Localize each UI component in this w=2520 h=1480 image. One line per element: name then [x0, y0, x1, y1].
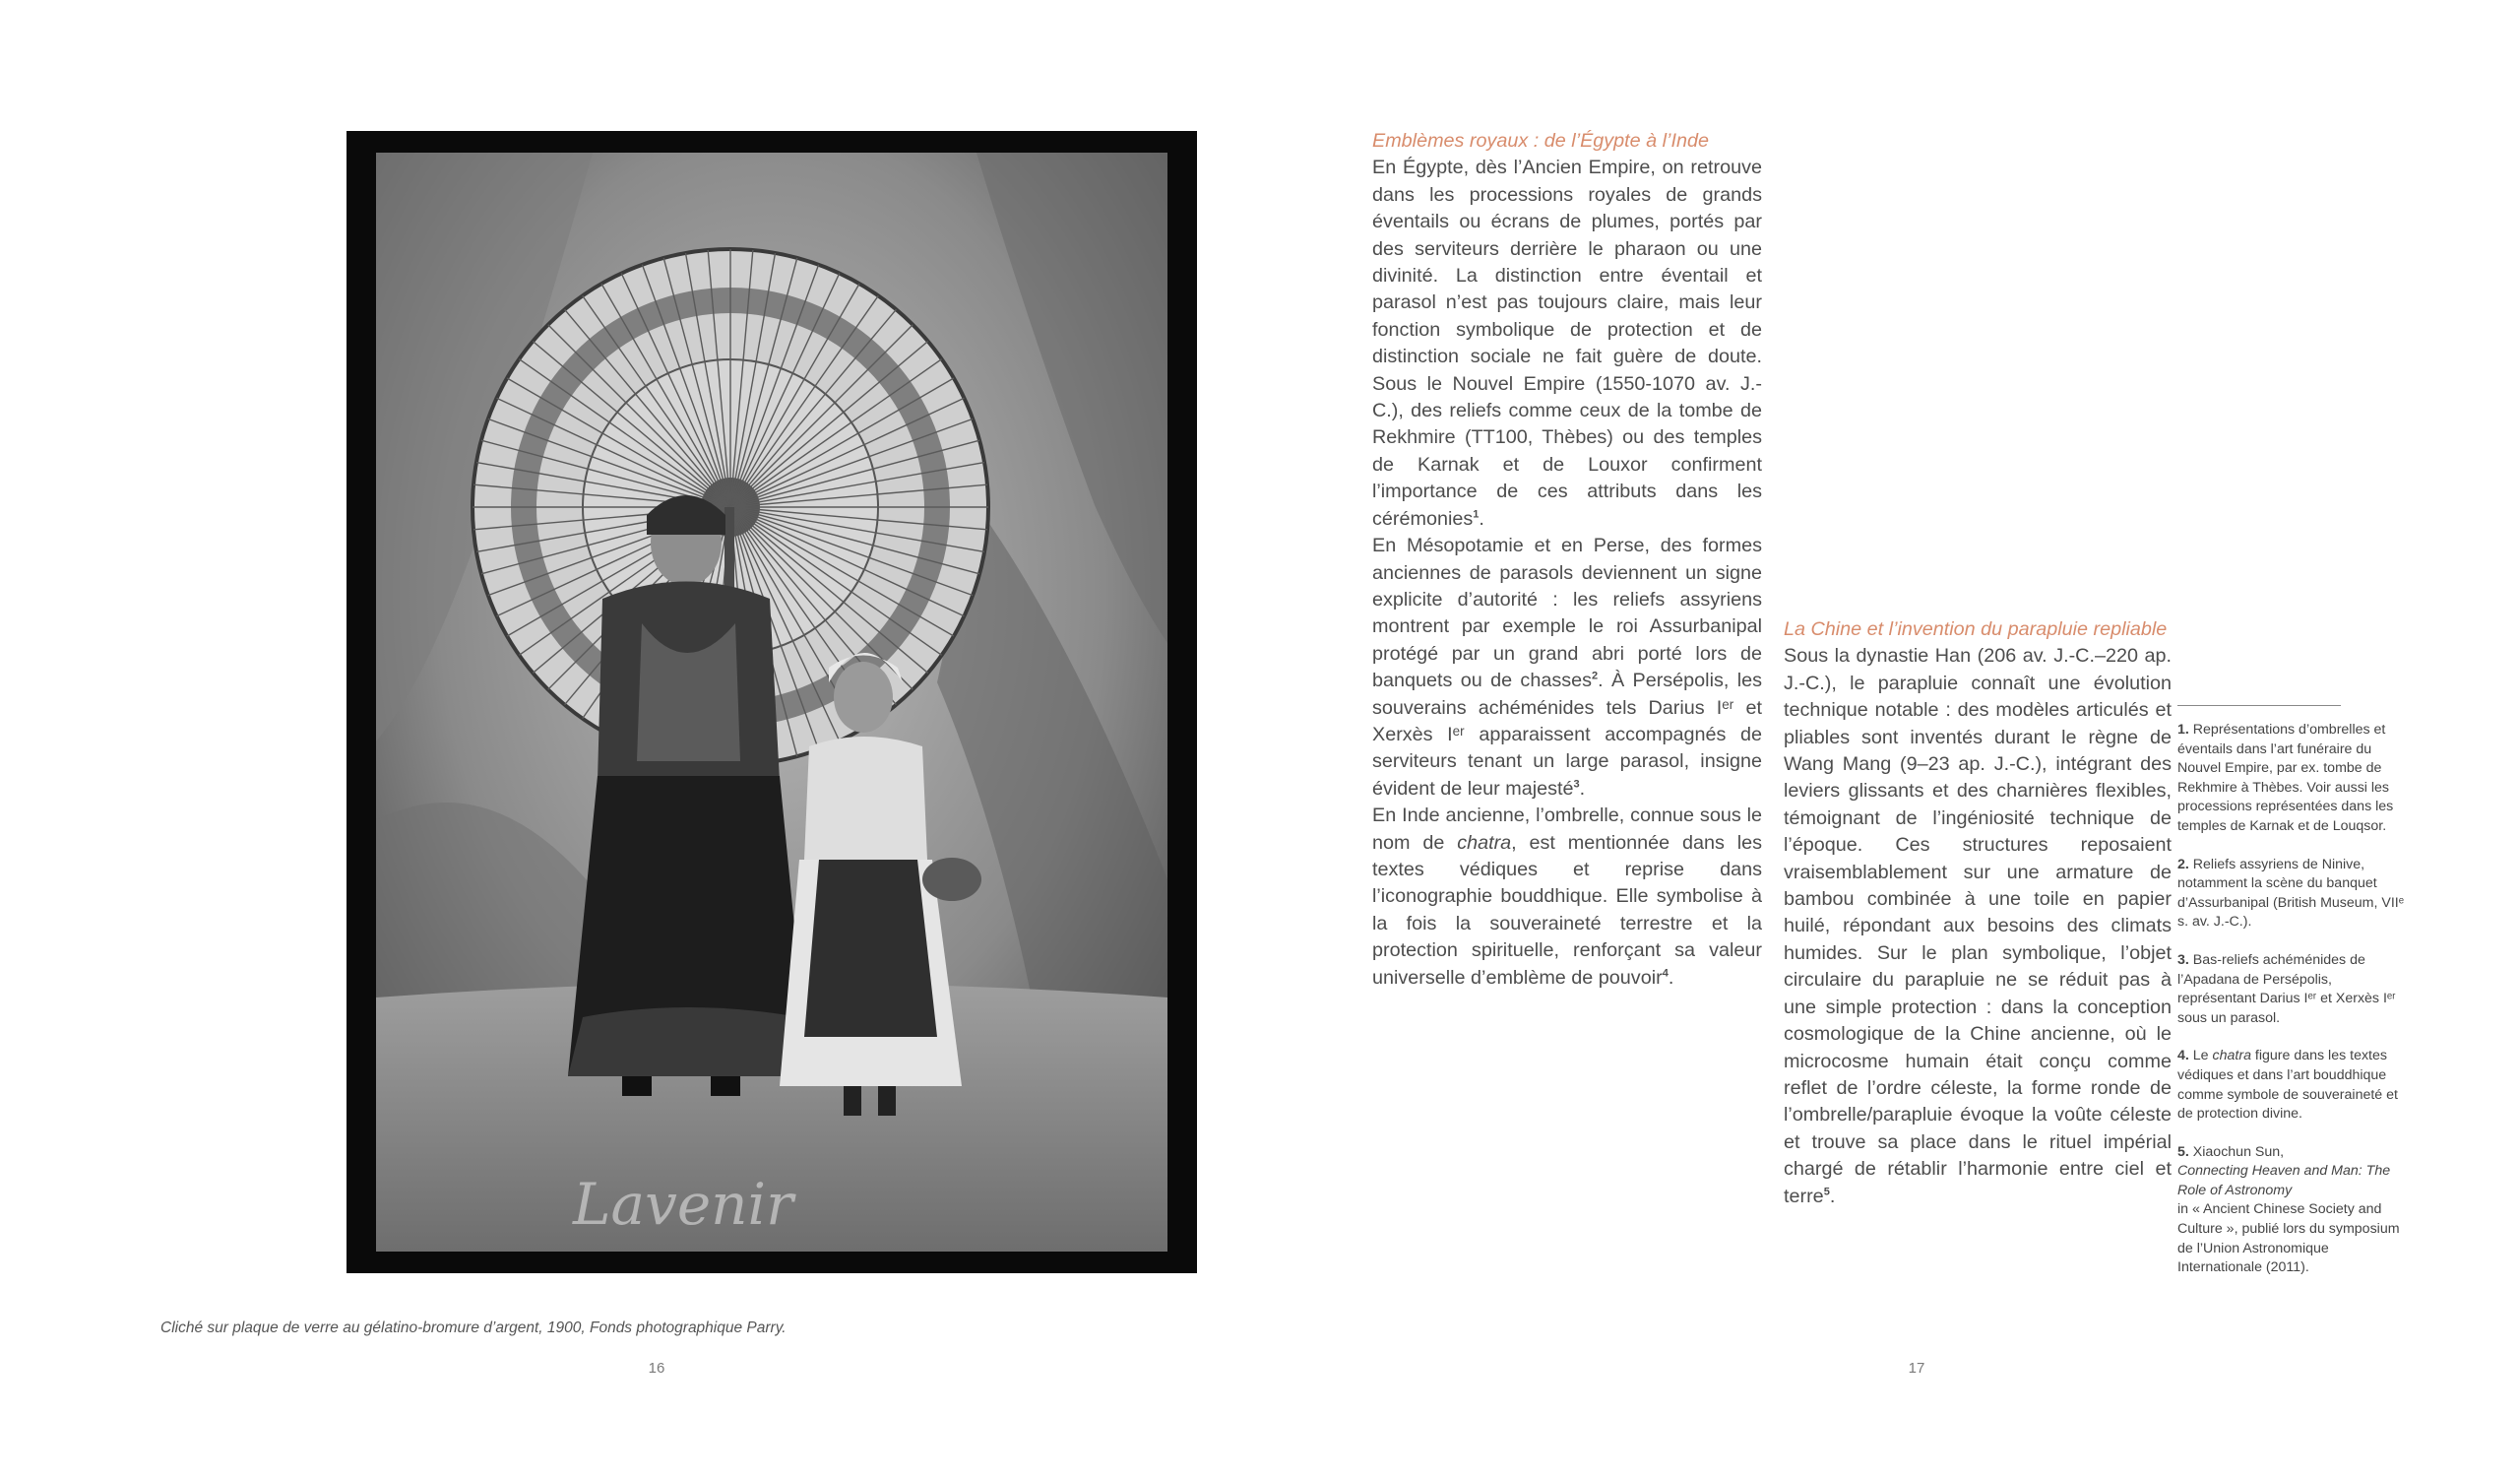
- footnote-5: 5. Xiaochun Sun, Connecting Heaven and Man: The Role of Astronomy in « Ancient Chinese Society and Culture », publié lors du symposium de l’Union Astronomique Internationale (2011).: [2177, 1143, 2400, 1276]
- footnote-3: 3. Bas-reliefs achéménides de l’Apadana de Persépolis, représentant Darius Iᵉʳ et Xerxès Iᵉʳ sous un parasol.: [2177, 951, 2396, 1026]
- paragraph-egypt: En Égypte, dès l’Ancien Empire, on retrouve dans les processions royales de grands éventails ou écrans de plumes, portés par des serviteurs derrière le pharaon ou une divinité. La distinction entre éventail et parasol n’est pas toujours claire, mais leur fonction symbolique de protection et de distinction sociale ne fait guère de doute. Sous le Nouvel Empire (1550-1070 av. J.-C.), des reliefs comme ceux de la tombe de Rekhmire (TT100, Thèbes) ou des temples de Karnak et de Louxor confirment l’importance de ces attributs dans les cérémonies$^1$.: [1372, 157, 1762, 530]
- footnote-ref-1: 1: [1473, 508, 1480, 521]
- photograph: [346, 131, 1197, 1273]
- footnotes: [2177, 721, 2406, 1297]
- footnote-ref-5: 5: [1823, 1185, 1830, 1197]
- footnote-1: 1. Représentations d’ombrelles et éventails dans l’art funéraire du Nouvel Empire, par ex. tombe de Rekhmire à Thèbes. Voir aussi les processions représentées dans les temples de Karnak et de Louqsor.: [2177, 722, 2394, 834]
- footnotes-rule: [2177, 705, 2341, 706]
- section-heading-egypt-india: Emblèmes royaux : de l’Égypte à l’Inde: [1372, 130, 1709, 152]
- photo-caption: Cliché sur plaque de verre au gélatino-bromure d’argent, 1900, Fonds photographique Parry.: [160, 1319, 787, 1336]
- paragraph-mesopotamia: En Mésopotamie et en Perse, des formes anciennes de parasols deviennent un signe explicite d’autorité : les reliefs assyriens montrent par exemple le roi Assurbanipal protégé par un grand abri porté lors de banquets ou de chasses$^2$. À Persépolis, les souverains achéménides tels Darius Iᵉʳ et Xerxès Iᵉʳ apparaissent accompagnés de serviteurs tenant un large parasol, insigne évident de leur majesté$^3$.: [1372, 535, 1762, 800]
- footnote-ref-4: 4: [1662, 967, 1669, 979]
- paragraph-india: En Inde ancienne, l’ombrelle, connue sous le nom de chatra, est mentionnée dans les textes védiques et reprise dans l’iconographie bouddhique. Elle symbolise à la fois la souveraineté terrestre et la protection spirituelle, renforçant sa valeur universelle d’emblème de pouvoir$^4$.: [1372, 804, 1762, 989]
- footnote-ref-3: 3: [1573, 778, 1580, 791]
- text-column-1: [1372, 128, 1762, 992]
- photo-illustration: [346, 131, 1197, 1273]
- section-heading-china: La Chine et l’invention du parapluie repliable: [1784, 618, 2168, 640]
- page-number-right: 17: [1908, 1360, 1925, 1377]
- page-number-left: 16: [648, 1360, 665, 1377]
- paragraph-china: Sous la dynastie Han (206 av. J.-C.–220 ap. J.-C.), le parapluie connaît une évolution technique notable : des modèles articulés et pliables sont inventés durant le règne de Wang Mang (9–23 ap. J.-C.), intégrant des leviers glissants et des charnières flexibles, témoignant de l’ingéniosité technique de l’époque. Ces structures reposaient vraisemblablement sur une armature de bambou combinée à une toile en papier huilé, répondant aux besoins des climats humides. Sur le plan symbolique, l’objet circulaire du parapluie ne se réduit pas à une simple protection : dans la conception cosmologique de la Chine ancienne, où le microcosme humain était conçu comme reflet de l’ordre céleste, la forme ronde de l’ombrelle/parapluie évoque la voûte céleste et trouve sa place dans le rituel impérial chargé de rétablir l’harmonie entre ciel et terre$^5$.: [1784, 645, 2172, 1207]
- text-column-2: [1784, 616, 2172, 1210]
- footnote-ref-2: 2: [1592, 670, 1599, 682]
- photographer-signature: Lavenir: [573, 1171, 793, 1238]
- footnote-4: 4. Le chatra figure dans les textes védiques et dans l’art bouddhique comme symbole de souveraineté et de protection divine.: [2177, 1048, 2398, 1123]
- footnote-2: 2. Reliefs assyriens de Ninive, notamment la scène du banquet d’Assurbanipal (British Museum, VIIᵉ s. av. J.-C.).: [2177, 856, 2404, 931]
